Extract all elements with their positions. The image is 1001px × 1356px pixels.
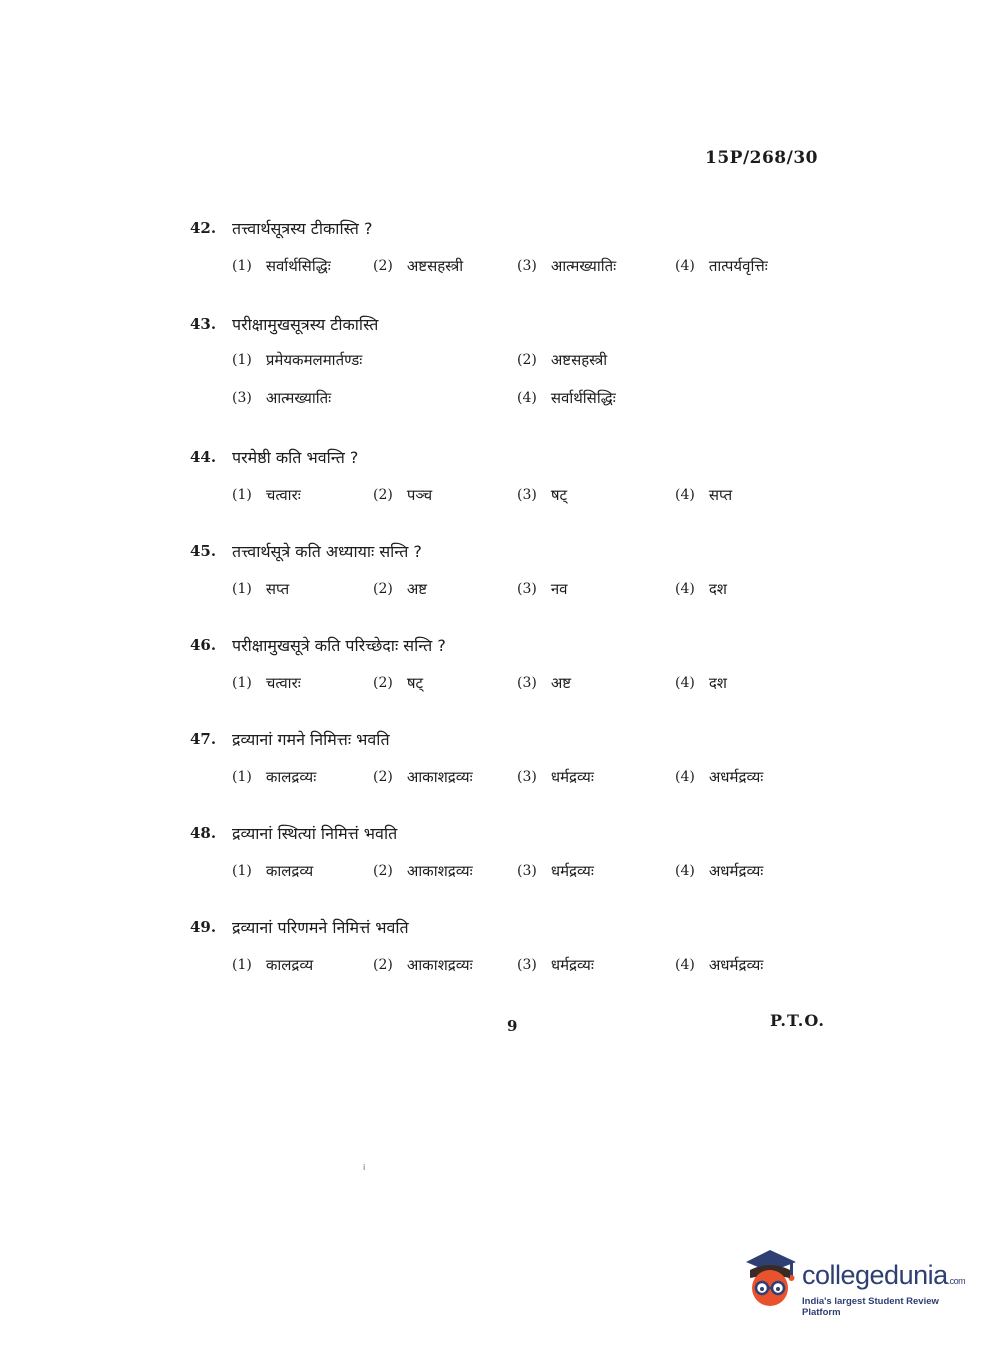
options-row bbox=[190, 760, 830, 794]
option-number: (1) bbox=[232, 957, 252, 973]
option-3[interactable] bbox=[517, 854, 594, 888]
option-number: (3) bbox=[517, 863, 537, 879]
option-number: (4) bbox=[675, 863, 695, 879]
option-text: धर्मद्रव्यः bbox=[550, 956, 594, 974]
option-number: (1) bbox=[232, 863, 252, 879]
option-number: (3) bbox=[517, 487, 537, 503]
question-45 bbox=[190, 536, 830, 606]
option-number: (2) bbox=[373, 258, 393, 274]
option-2[interactable] bbox=[373, 572, 427, 606]
option-text: धर्मद्रव्यः bbox=[550, 862, 594, 880]
option-2[interactable] bbox=[373, 478, 432, 512]
option-number: (2) bbox=[373, 487, 393, 503]
option-text: चत्वारः bbox=[265, 486, 301, 504]
question-number: 47. bbox=[190, 730, 217, 748]
option-number: (2) bbox=[373, 581, 393, 597]
brand-tagline: India's largest Student Review Platform bbox=[802, 1296, 939, 1318]
option-text: आकाशद्रव्यः bbox=[406, 956, 473, 974]
question-text: परमेष्ठी कति भवन्ति ? bbox=[232, 448, 359, 467]
option-text: अधर्मद्रव्यः bbox=[708, 956, 764, 974]
option-text: कालद्रव्य bbox=[265, 956, 314, 974]
question-42 bbox=[190, 213, 830, 283]
option-text: अधर्मद्रव्यः bbox=[708, 768, 764, 786]
question-47 bbox=[190, 724, 830, 794]
option-text: आकाशद्रव्यः bbox=[406, 768, 473, 786]
option-1[interactable] bbox=[232, 249, 331, 283]
option-number: (2) bbox=[373, 863, 393, 879]
question-text: द्रव्यानां परिणमने निमित्तं भवति bbox=[232, 918, 409, 937]
option-4[interactable] bbox=[675, 760, 763, 794]
option-number: (3) bbox=[517, 957, 537, 973]
stray-mark: i bbox=[363, 1163, 366, 1172]
option-text: प्रमेयकमलमार्तण्डः bbox=[265, 351, 363, 369]
option-text: सप्त bbox=[708, 486, 733, 504]
option-2[interactable] bbox=[373, 760, 473, 794]
question-number: 46. bbox=[190, 636, 217, 654]
option-text: दश bbox=[708, 674, 728, 692]
option-number: (3) bbox=[232, 390, 252, 406]
pto-label: P.T.O. bbox=[770, 1011, 825, 1030]
option-4[interactable] bbox=[675, 249, 768, 283]
option-3[interactable] bbox=[517, 478, 567, 512]
question-43 bbox=[190, 309, 830, 419]
option-text: सर्वार्थसिद्धिः bbox=[550, 389, 616, 407]
option-3[interactable] bbox=[232, 381, 331, 415]
option-number: (4) bbox=[517, 390, 537, 406]
question-44 bbox=[190, 442, 830, 512]
options-row bbox=[190, 948, 830, 982]
option-number: (1) bbox=[232, 487, 252, 503]
question-text: द्रव्यानां स्थित्यां निमित्तं भवति bbox=[232, 824, 398, 843]
options-row bbox=[190, 249, 830, 283]
option-number: (1) bbox=[232, 258, 252, 274]
question-number: 42. bbox=[190, 219, 217, 237]
option-2[interactable] bbox=[373, 948, 473, 982]
mascot-logo-icon bbox=[740, 1248, 800, 1312]
page-number: 9 bbox=[507, 1017, 518, 1035]
option-2[interactable] bbox=[517, 343, 607, 377]
option-text: अष्ट bbox=[550, 674, 572, 692]
option-3[interactable] bbox=[517, 760, 594, 794]
option-text: कालद्रव्य bbox=[265, 862, 314, 880]
question-text: तत्त्वार्थसूत्रस्य टीकास्ति ? bbox=[232, 219, 373, 238]
option-text: अष्टसहस्त्री bbox=[406, 257, 464, 275]
question-number: 45. bbox=[190, 542, 217, 560]
options-grid bbox=[190, 343, 830, 419]
option-text: आत्मख्यातिः bbox=[550, 257, 617, 275]
question-46 bbox=[190, 630, 830, 700]
option-number: (4) bbox=[675, 258, 695, 274]
option-2[interactable] bbox=[373, 666, 423, 700]
options-row bbox=[190, 478, 830, 512]
brand-name: collegedunia.com bbox=[802, 1260, 966, 1290]
option-number: (1) bbox=[232, 352, 252, 368]
collegedunia-watermark[interactable] bbox=[740, 1248, 970, 1318]
option-text: धर्मद्रव्यः bbox=[550, 768, 594, 786]
option-number: (4) bbox=[675, 487, 695, 503]
option-1[interactable] bbox=[232, 478, 301, 512]
option-text: दश bbox=[708, 580, 728, 598]
question-number: 44. bbox=[190, 448, 217, 466]
option-1[interactable] bbox=[232, 760, 316, 794]
option-1[interactable] bbox=[232, 666, 301, 700]
option-4[interactable] bbox=[675, 854, 763, 888]
options-row bbox=[190, 572, 830, 606]
paper-code: 15P/268/30 bbox=[705, 148, 819, 168]
option-3[interactable] bbox=[517, 249, 616, 283]
options-row bbox=[190, 854, 830, 888]
option-4[interactable] bbox=[675, 666, 727, 700]
option-1[interactable] bbox=[232, 948, 313, 982]
option-4[interactable] bbox=[675, 478, 732, 512]
question-number: 43. bbox=[190, 315, 217, 333]
option-text: अधर्मद्रव्यः bbox=[708, 862, 764, 880]
option-2[interactable] bbox=[373, 249, 463, 283]
option-number: (3) bbox=[517, 675, 537, 691]
option-3[interactable] bbox=[517, 572, 568, 606]
options-row bbox=[190, 666, 830, 700]
option-4[interactable] bbox=[675, 572, 727, 606]
option-number: (3) bbox=[517, 258, 537, 274]
question-number: 49. bbox=[190, 918, 217, 936]
option-text: षट् bbox=[550, 486, 568, 504]
question-text: परीक्षामुखसूत्रस्य टीकास्ति bbox=[232, 315, 379, 334]
question-48 bbox=[190, 818, 830, 888]
option-number: (4) bbox=[675, 769, 695, 785]
option-text: अष्ट bbox=[406, 580, 428, 598]
question-number: 48. bbox=[190, 824, 217, 842]
option-4[interactable] bbox=[517, 381, 616, 415]
option-number: (1) bbox=[232, 581, 252, 597]
option-number: (2) bbox=[373, 769, 393, 785]
option-number: (3) bbox=[517, 769, 537, 785]
option-1[interactable] bbox=[232, 854, 313, 888]
option-text: आत्मख्यातिः bbox=[265, 389, 332, 407]
question-text: परीक्षामुखसूत्रे कति परिच्छेदाः सन्ति ? bbox=[232, 636, 446, 655]
option-text: नव bbox=[550, 580, 568, 598]
option-1[interactable] bbox=[232, 572, 289, 606]
option-number: (2) bbox=[373, 675, 393, 691]
option-text: पञ्च bbox=[406, 486, 433, 504]
option-4[interactable] bbox=[675, 948, 763, 982]
option-text: अष्टसहस्त्री bbox=[550, 351, 608, 369]
option-text: तात्पर्यवृत्तिः bbox=[708, 257, 768, 275]
option-number: (4) bbox=[675, 957, 695, 973]
question-49 bbox=[190, 912, 830, 982]
option-number: (2) bbox=[517, 352, 537, 368]
option-number: (3) bbox=[517, 581, 537, 597]
option-text: षट् bbox=[406, 674, 424, 692]
option-1[interactable] bbox=[232, 343, 362, 377]
option-3[interactable] bbox=[517, 666, 571, 700]
option-text: आकाशद्रव्यः bbox=[406, 862, 473, 880]
option-3[interactable] bbox=[517, 948, 594, 982]
option-number: (1) bbox=[232, 675, 252, 691]
option-text: चत्वारः bbox=[265, 674, 301, 692]
option-number: (1) bbox=[232, 769, 252, 785]
question-text: तत्त्वार्थसूत्रे कति अध्यायाः सन्ति ? bbox=[232, 542, 422, 561]
option-text: सर्वार्थसिद्धिः bbox=[265, 257, 331, 275]
option-number: (4) bbox=[675, 675, 695, 691]
option-2[interactable] bbox=[373, 854, 473, 888]
option-text: सप्त bbox=[265, 580, 290, 598]
option-text: कालद्रव्यः bbox=[265, 768, 317, 786]
question-text: द्रव्यानां गमने निमित्तः भवति bbox=[232, 730, 390, 749]
option-number: (4) bbox=[675, 581, 695, 597]
option-number: (2) bbox=[373, 957, 393, 973]
